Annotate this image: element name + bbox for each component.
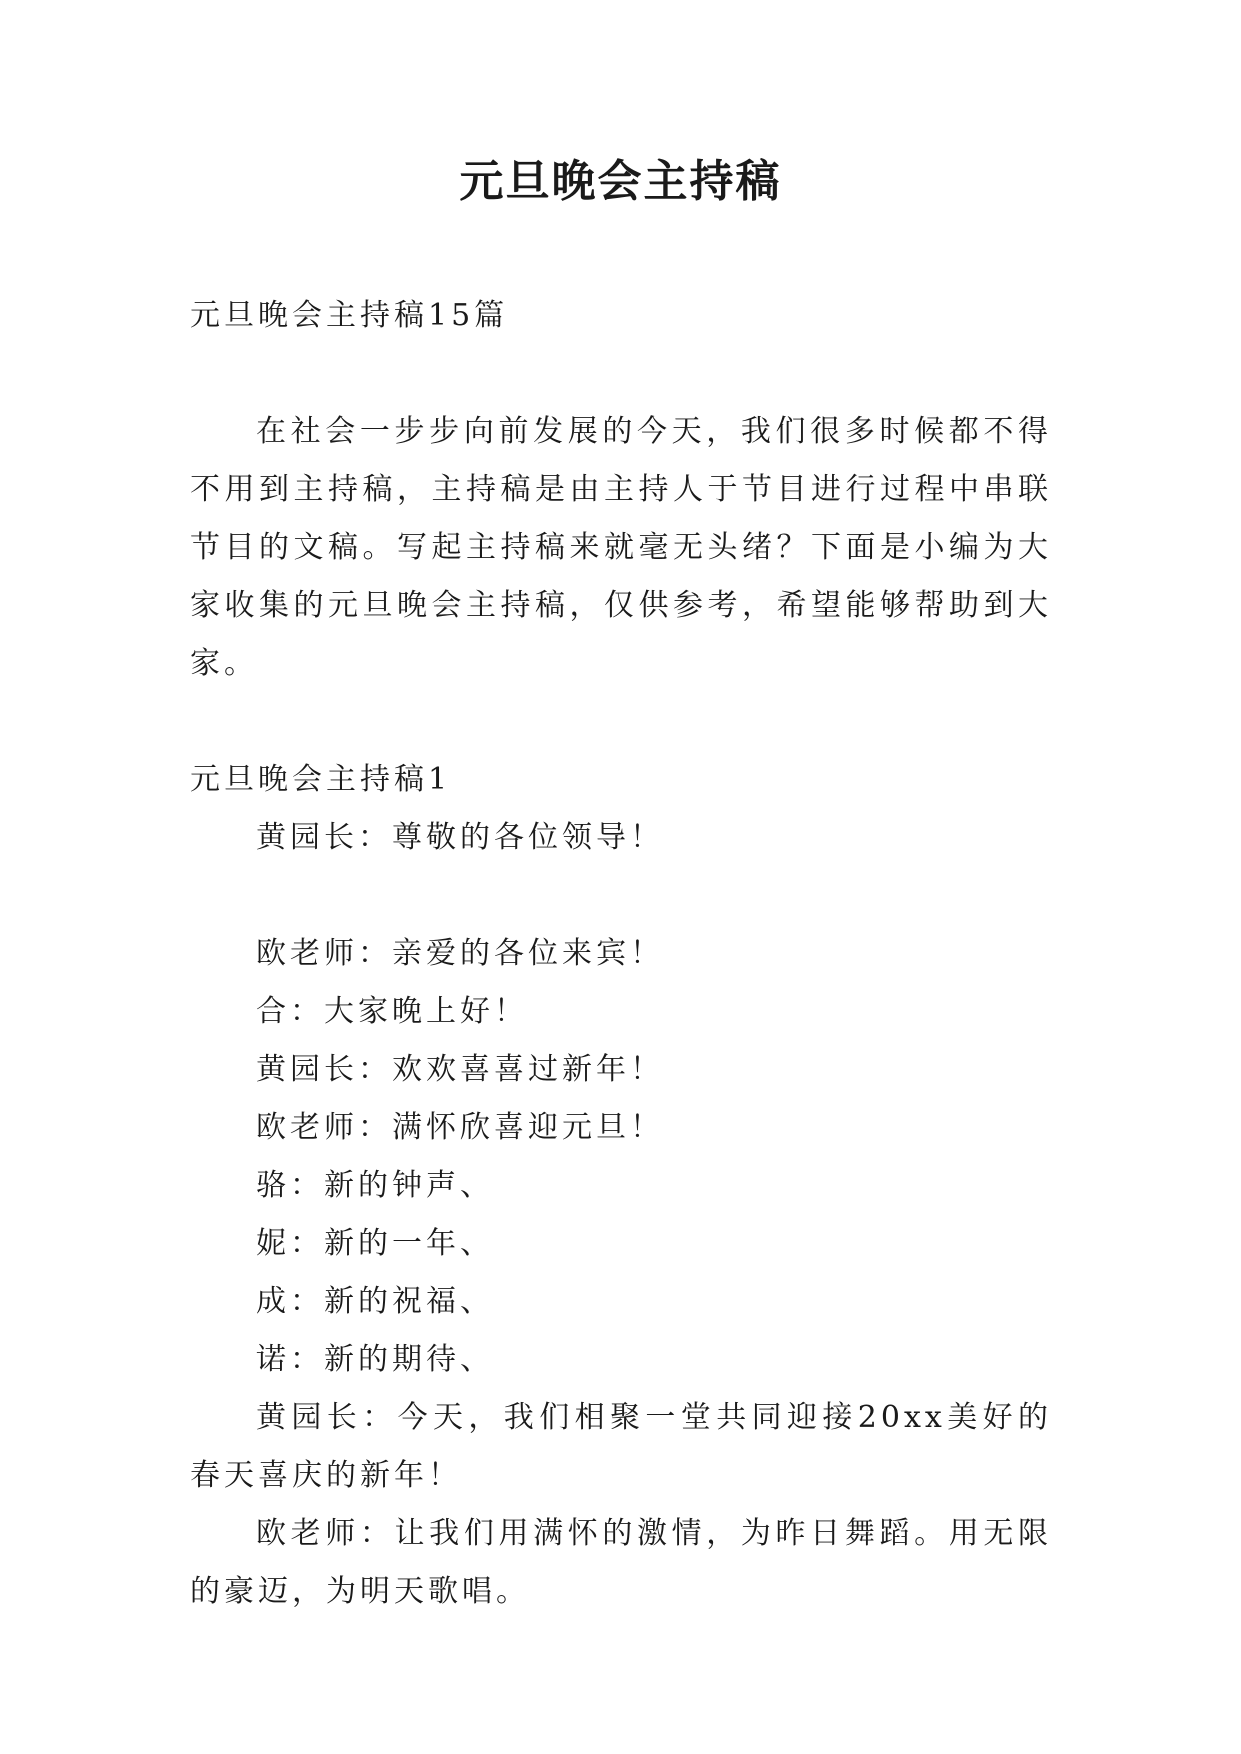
dialogue-line: 骆：新的钟声、	[256, 1168, 494, 1203]
dialogue-paragraph: 黄园长：今天，我们相聚一堂共同迎接20xx美好的春天喜庆的新年！	[190, 1400, 1052, 1493]
dialogue-line: 欧老师：满怀欣喜迎元旦！	[256, 1110, 664, 1145]
document-subtitle: 元旦晚会主持稿15篇	[190, 298, 509, 333]
dialogue-paragraph: 欧老师：让我们用满怀的激情，为昨日舞蹈。用无限的豪迈，为明天歌唱。	[190, 1516, 1052, 1609]
spacer	[190, 345, 1052, 403]
document-title: 元旦晚会主持稿	[459, 156, 782, 207]
dialogue-line: 成：新的祝福、	[256, 1284, 494, 1319]
spacer	[190, 693, 1052, 751]
dialogue-line: 合：大家晚上好！	[256, 994, 528, 1029]
section-heading: 元旦晚会主持稿1	[190, 762, 452, 797]
intro-paragraph: 在社会一步步向前发展的今天，我们很多时候都不得不用到主持稿，主持稿是由主持人于节目进行过程中串联节目的文稿。写起主持稿来就毫无头绪？下面是小编为大家收集的元旦晚会主持稿，仅供参考，希望能够帮助到大家。	[190, 414, 1052, 681]
document-body	[190, 287, 1052, 1621]
spacer	[190, 867, 1052, 925]
dialogue-line: 黄园长：欢欢喜喜过新年！	[256, 1052, 664, 1087]
dialogue-line: 诺：新的期待、	[256, 1342, 494, 1377]
dialogue-line: 欧老师：亲爱的各位来宾！	[256, 936, 664, 971]
dialogue-line: 妮：新的一年、	[256, 1226, 494, 1261]
dialogue-line: 黄园长：尊敬的各位领导！	[256, 820, 664, 855]
